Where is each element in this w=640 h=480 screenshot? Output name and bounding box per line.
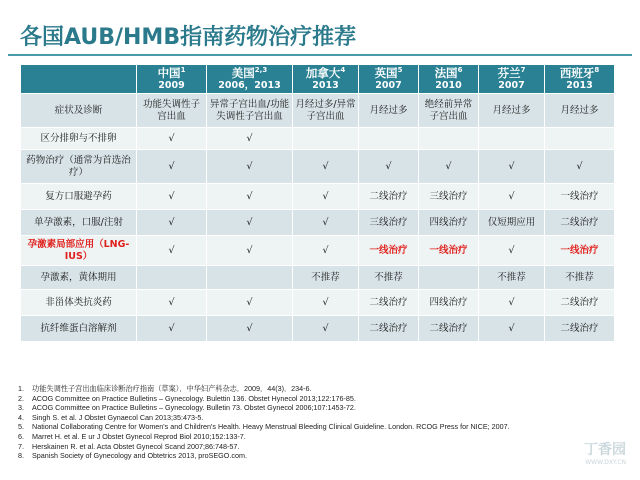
row-label: 区分排卵与不排卵 [21,128,137,150]
footnote-number: 2. [18,393,24,403]
column-header: 西班牙$^8$ 2013 [545,65,615,94]
column-header: 中国$^1$ 2009 [137,65,207,94]
footnote-text: Spanish Society of Gynecology and Obtetrics 2013, proSEGO.com. [32,451,247,461]
table-cell: √ [137,210,207,236]
table-body [21,94,615,342]
table-cell: √ [359,150,419,184]
table-cell: √ [207,128,293,150]
row-label: 孕激素，黄体期用 [21,266,137,290]
table-row [21,94,615,128]
footnote-number: 4. [18,412,24,422]
table-cell: √ [207,150,293,184]
table-cell: √ [293,150,359,184]
table-cell: 二线治疗 [359,316,419,342]
footnote-item [18,413,558,423]
row-label: 复方口服避孕药 [21,184,137,210]
table-cell: √ [137,316,207,342]
table-cell: 功能失调性子宫出血 [137,94,207,128]
watermark [584,439,626,466]
table-cell: √ [207,210,293,236]
column-header: 英国$^5$ 2007 [359,65,419,94]
table-cell: √ [137,184,207,210]
table-cell: 一线治疗 [419,236,479,266]
table-cell: 不推荐 [545,266,615,290]
header-corner [21,65,137,94]
table-cell: √ [207,316,293,342]
column-header: 加拿大$^4$ 2013 [293,65,359,94]
row-label: 症状及诊断 [21,94,137,128]
table-cell [207,266,293,290]
footnote-number: 8. [18,451,24,461]
table-cell: 二线治疗 [545,210,615,236]
table-cell: 月经过多 [479,94,545,128]
table-row [21,150,615,184]
table-cell: 一线治疗 [545,184,615,210]
table-cell [419,128,479,150]
footnote-text: Marret H. et al. E ur J Obstet Gynecol Reprod Biol 2010;152:133-7. [32,431,246,441]
table-row [21,316,615,342]
footnote-number: 7. [18,441,24,451]
table-cell: 月经过多 [359,94,419,128]
table-cell: 二线治疗 [359,184,419,210]
column-header: 美国$^{2,3}$ 2006，2013 [207,65,293,94]
table-cell: √ [479,150,545,184]
table-cell: √ [293,316,359,342]
footnote-item [18,422,558,432]
table-row [21,210,615,236]
footnote-text: ACOG Committee on Practice Bulletins – Gynecology. Bulettin 136. Obstet Hynecol 2013;122:176-85. [32,393,356,403]
table-cell: 不推荐 [479,266,545,290]
table-cell: √ [479,316,545,342]
table-cell [359,128,419,150]
watermark-logo: 丁香园 [584,442,626,458]
table-cell: 月经过多 [545,94,615,128]
table-cell: 三线治疗 [359,210,419,236]
table-cell: √ [137,150,207,184]
row-label: 药物治疗（通常为首选治疗） [21,150,137,184]
table-cell: √ [137,290,207,316]
footnote-text: Singh S. et al. J Obstet Gynaecol Can 2013;35:473-5. [32,412,204,422]
footnote-number: 3. [18,403,24,413]
footnote-list [18,384,558,461]
table-cell: √ [293,184,359,210]
table-cell: 四线治疗 [419,290,479,316]
table-cell: √ [207,236,293,266]
footnote-item [18,442,558,452]
table-cell: 二线治疗 [419,316,479,342]
table-row [21,266,615,290]
column-header: 法国$^6$ 2010 [419,65,479,94]
table-cell: √ [545,150,615,184]
table-cell: 二线治疗 [359,290,419,316]
table-cell: 仅短期应用 [479,210,545,236]
footnote-text: National Collaborating Centre for Women's and Children's Health. Heavy Menstrual Bleeding Clinical Guideline. London. RCOG Press for NICE; 2007. [32,422,510,432]
table-cell: √ [479,236,545,266]
table-cell: √ [137,128,207,150]
table-cell: 不推荐 [359,266,419,290]
table-cell [419,266,479,290]
table-cell: √ [419,150,479,184]
table-cell: √ [137,236,207,266]
slide-title: 各国AUB/HMB指南药物治疗推荐 [20,25,357,50]
footnote-number: 6. [18,431,24,441]
watermark-url: WWW.DXY.CN [585,459,626,466]
footnote-text: Herskainen R. et al. Acta Obstet Gynecol Scand 2007;86:748-57. [32,441,240,451]
footnote-text: 功能失调性子宫出血临床诊断治疗指南（草案）．中华妇产科杂志．2009．44(3)．234-6. [32,384,312,393]
footnote-number: 5. [18,422,24,432]
table-cell: √ [479,184,545,210]
table-cell [137,266,207,290]
row-label: 单孕激素，口服/注射 [21,210,137,236]
table-cell: √ [479,290,545,316]
footnote-item [18,403,558,413]
row-label: 孕激素局部应用（LNG-IUS） [21,236,137,266]
footnote-item [18,451,558,461]
table-row [21,290,615,316]
table-cell [479,128,545,150]
footnote-item [18,384,558,394]
footnote-item [18,394,558,404]
table-cell: 四线治疗 [419,210,479,236]
table-cell: √ [293,290,359,316]
table-cell: 月经过多/异常子宫出血 [293,94,359,128]
table-row [21,236,615,266]
table-header-row [21,65,615,94]
table-cell: √ [207,184,293,210]
table-cell: 二线治疗 [545,316,615,342]
guideline-table [20,64,615,342]
table-cell: √ [293,210,359,236]
title-divider [8,54,632,56]
table-cell: 不推荐 [293,266,359,290]
table-cell: 一线治疗 [545,236,615,266]
table-cell: √ [207,290,293,316]
table-row [21,184,615,210]
table-cell: 一线治疗 [359,236,419,266]
table-cell [293,128,359,150]
table-cell: 异常子宫出血/功能失调性子宫出血 [207,94,293,128]
row-label: 抗纤维蛋白溶解剂 [21,316,137,342]
table-cell: 三线治疗 [419,184,479,210]
table-cell: 绝经前异常子宫出血 [419,94,479,128]
table-row [21,128,615,150]
table-cell: √ [293,236,359,266]
footnote-item [18,432,558,442]
footnote-number: 1. [18,384,24,393]
table-cell [545,128,615,150]
footnote-text: ACOG Committee on Practice Bulletins – Gynecology. Bulletin 73. Obstet Gynecol 2006;107:1453-72. [32,403,356,413]
row-label: 非甾体类抗炎药 [21,290,137,316]
table-cell: 二线治疗 [545,290,615,316]
column-header: 芬兰$^7$ 2007 [479,65,545,94]
